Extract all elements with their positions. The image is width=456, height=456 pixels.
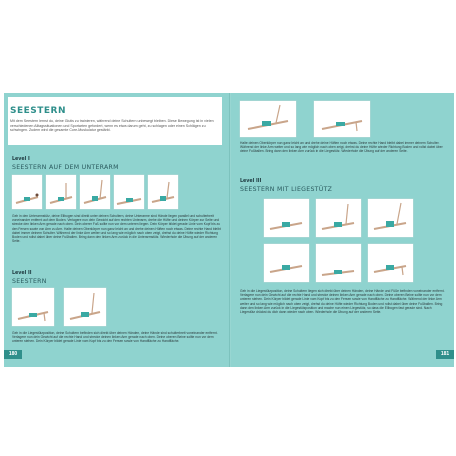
book-spread xyxy=(4,93,454,367)
exercise-photo xyxy=(12,288,54,326)
exercise-photo xyxy=(316,199,361,237)
level-3-text: Geh in die Liegestützposition, deine Schultern liegen sich direkt über deinen Händen, deine Hände und Füße befinden voneinander entfernt. Verlagere nun dein Gewicht auf die rechte Hand und strecke deinen linken Arm gerade nach oben. Deine oberen Beine sollte nun vor dem unteren stehen. Dein Körper bildet gerade Linie vom Kopf bis zu den Fersen sowie von Handfläche zu Handfläche. Während der linke Arm weiter und so lang wie möglich nach oben zeigt, drehst du deine Hüfte wieder Richtung Boden und rollst dabei über deine Fußballen. Bring dann den linken Arm zurück in die Liegestützposition und mache nun einen Liegestütz, so dass die Ellbogen fast gerade sind. Nach Liegestütz drückst du dich dann wieder nach oben. Wiederhole die Übung auf der anderen Seite. xyxy=(240,289,445,315)
exercise-photo xyxy=(80,175,110,209)
exercise-photo xyxy=(314,101,370,137)
exercise-photo xyxy=(316,244,361,282)
exercise-photo xyxy=(46,175,76,209)
level-3-label: Level III xyxy=(240,179,262,184)
exercise-photo xyxy=(240,101,296,137)
exercise-photo xyxy=(368,244,413,282)
level-1-text: Geh in den Unterarmstütz, deine Ellbogen sind direkt unter deinen Schultern, deine Unterarme sind Hände liegen parallel und schulterbreit voneinander entfernt auf dem Boden. Verlagere nun dein Gewicht auf den rechten Unterarm, drehe die Hüfte und deinen Körper zur Seite und strecke den linken Arm gerade nach oben. Dein oberer Fuß sollte nun vor dem unteren liegen. Dein Körper bildet gerade Linie vom Kopf bis zu den Fersen sowie von Arm zu Arm. Halte deinen Oberkörper nun ganz leicht an und drehe deinen Hüften noch etwas. Deine rechte Hand bleibt dabei immer deinem Schulter. Während der linke Arm weiter und so lang wie möglich nach oben zeigt, drehst du deine Hüfte wieder Richtung Boden und rollst dabei über deine Fußballen. Bring dann den linken Arm zurück in die Unterarmstütz. Wiederhole die Übung auf der anderen Seite. xyxy=(12,214,221,244)
level-3-title: SEESTERN MIT LIEGESTÜTZ xyxy=(240,186,333,193)
page-number-left: 180 xyxy=(4,350,22,359)
level-1-title: SEESTERN AUF DEM UNTERARM xyxy=(12,164,119,171)
page-number-right: 181 xyxy=(436,350,454,359)
page-gutter xyxy=(229,93,231,367)
exercise-photo xyxy=(264,244,309,282)
section-title: SEESTERN xyxy=(10,106,67,116)
exercise-photo xyxy=(148,175,178,209)
intro-text: Mit dem Seestern lernst du, deine Glutis zu trainieren, während deine Schultern unbewegt bleiben. Diese Bewegung ist in vielen verschiedenen Alltagssituationen und Sportarten gefordert, wenn es etwa darum geht, zu schlagen oder einen Schlägen zu schwingen. Zudem wird die gesamte Core-Muskulatur gestärkt. xyxy=(10,119,214,133)
exercise-photo xyxy=(114,175,144,209)
level-2-text: Geh in die Liegestützposition, deine Schultern befinden sich direkt über deinen Händen, deine Hände sind schulterbreit voneinander entfernt. Verlagere nun dein Gewicht auf die rechte Hand und strecke deinen linken Arm gerade nach oben. Deine oberen Beine sollte nun vor dem unteren stehen. Dein Körper bildet gerade Linie vom Kopf bis zu den Fersen sowie von Handfläche zu Handfläche. xyxy=(12,331,218,344)
exercise-photo xyxy=(64,288,106,326)
exercise-photo xyxy=(264,199,309,237)
exercise-photo xyxy=(368,199,413,237)
level-1-label: Level I xyxy=(12,157,30,162)
level-2-title: SEESTERN xyxy=(12,278,47,285)
exercise-photo xyxy=(12,175,42,209)
level-2-label: Level II xyxy=(12,271,32,276)
top-text: Halte deinen Oberkörper nun ganz leicht an und drehe deine Hüften noch etwas. Deine rechte Hand bleibt dabei immer deinem Schulter. Während der linke Arm weiter und so lang wie möglich nach oben zeigt, drehst du deine Hüfte wieder Richtung Boden und rollst dabei über deine Fußballen. Bring dann den linken Arm zurück in die Liegestütz. Wiederhole die Übung auf der anderen Seite. xyxy=(240,141,443,154)
